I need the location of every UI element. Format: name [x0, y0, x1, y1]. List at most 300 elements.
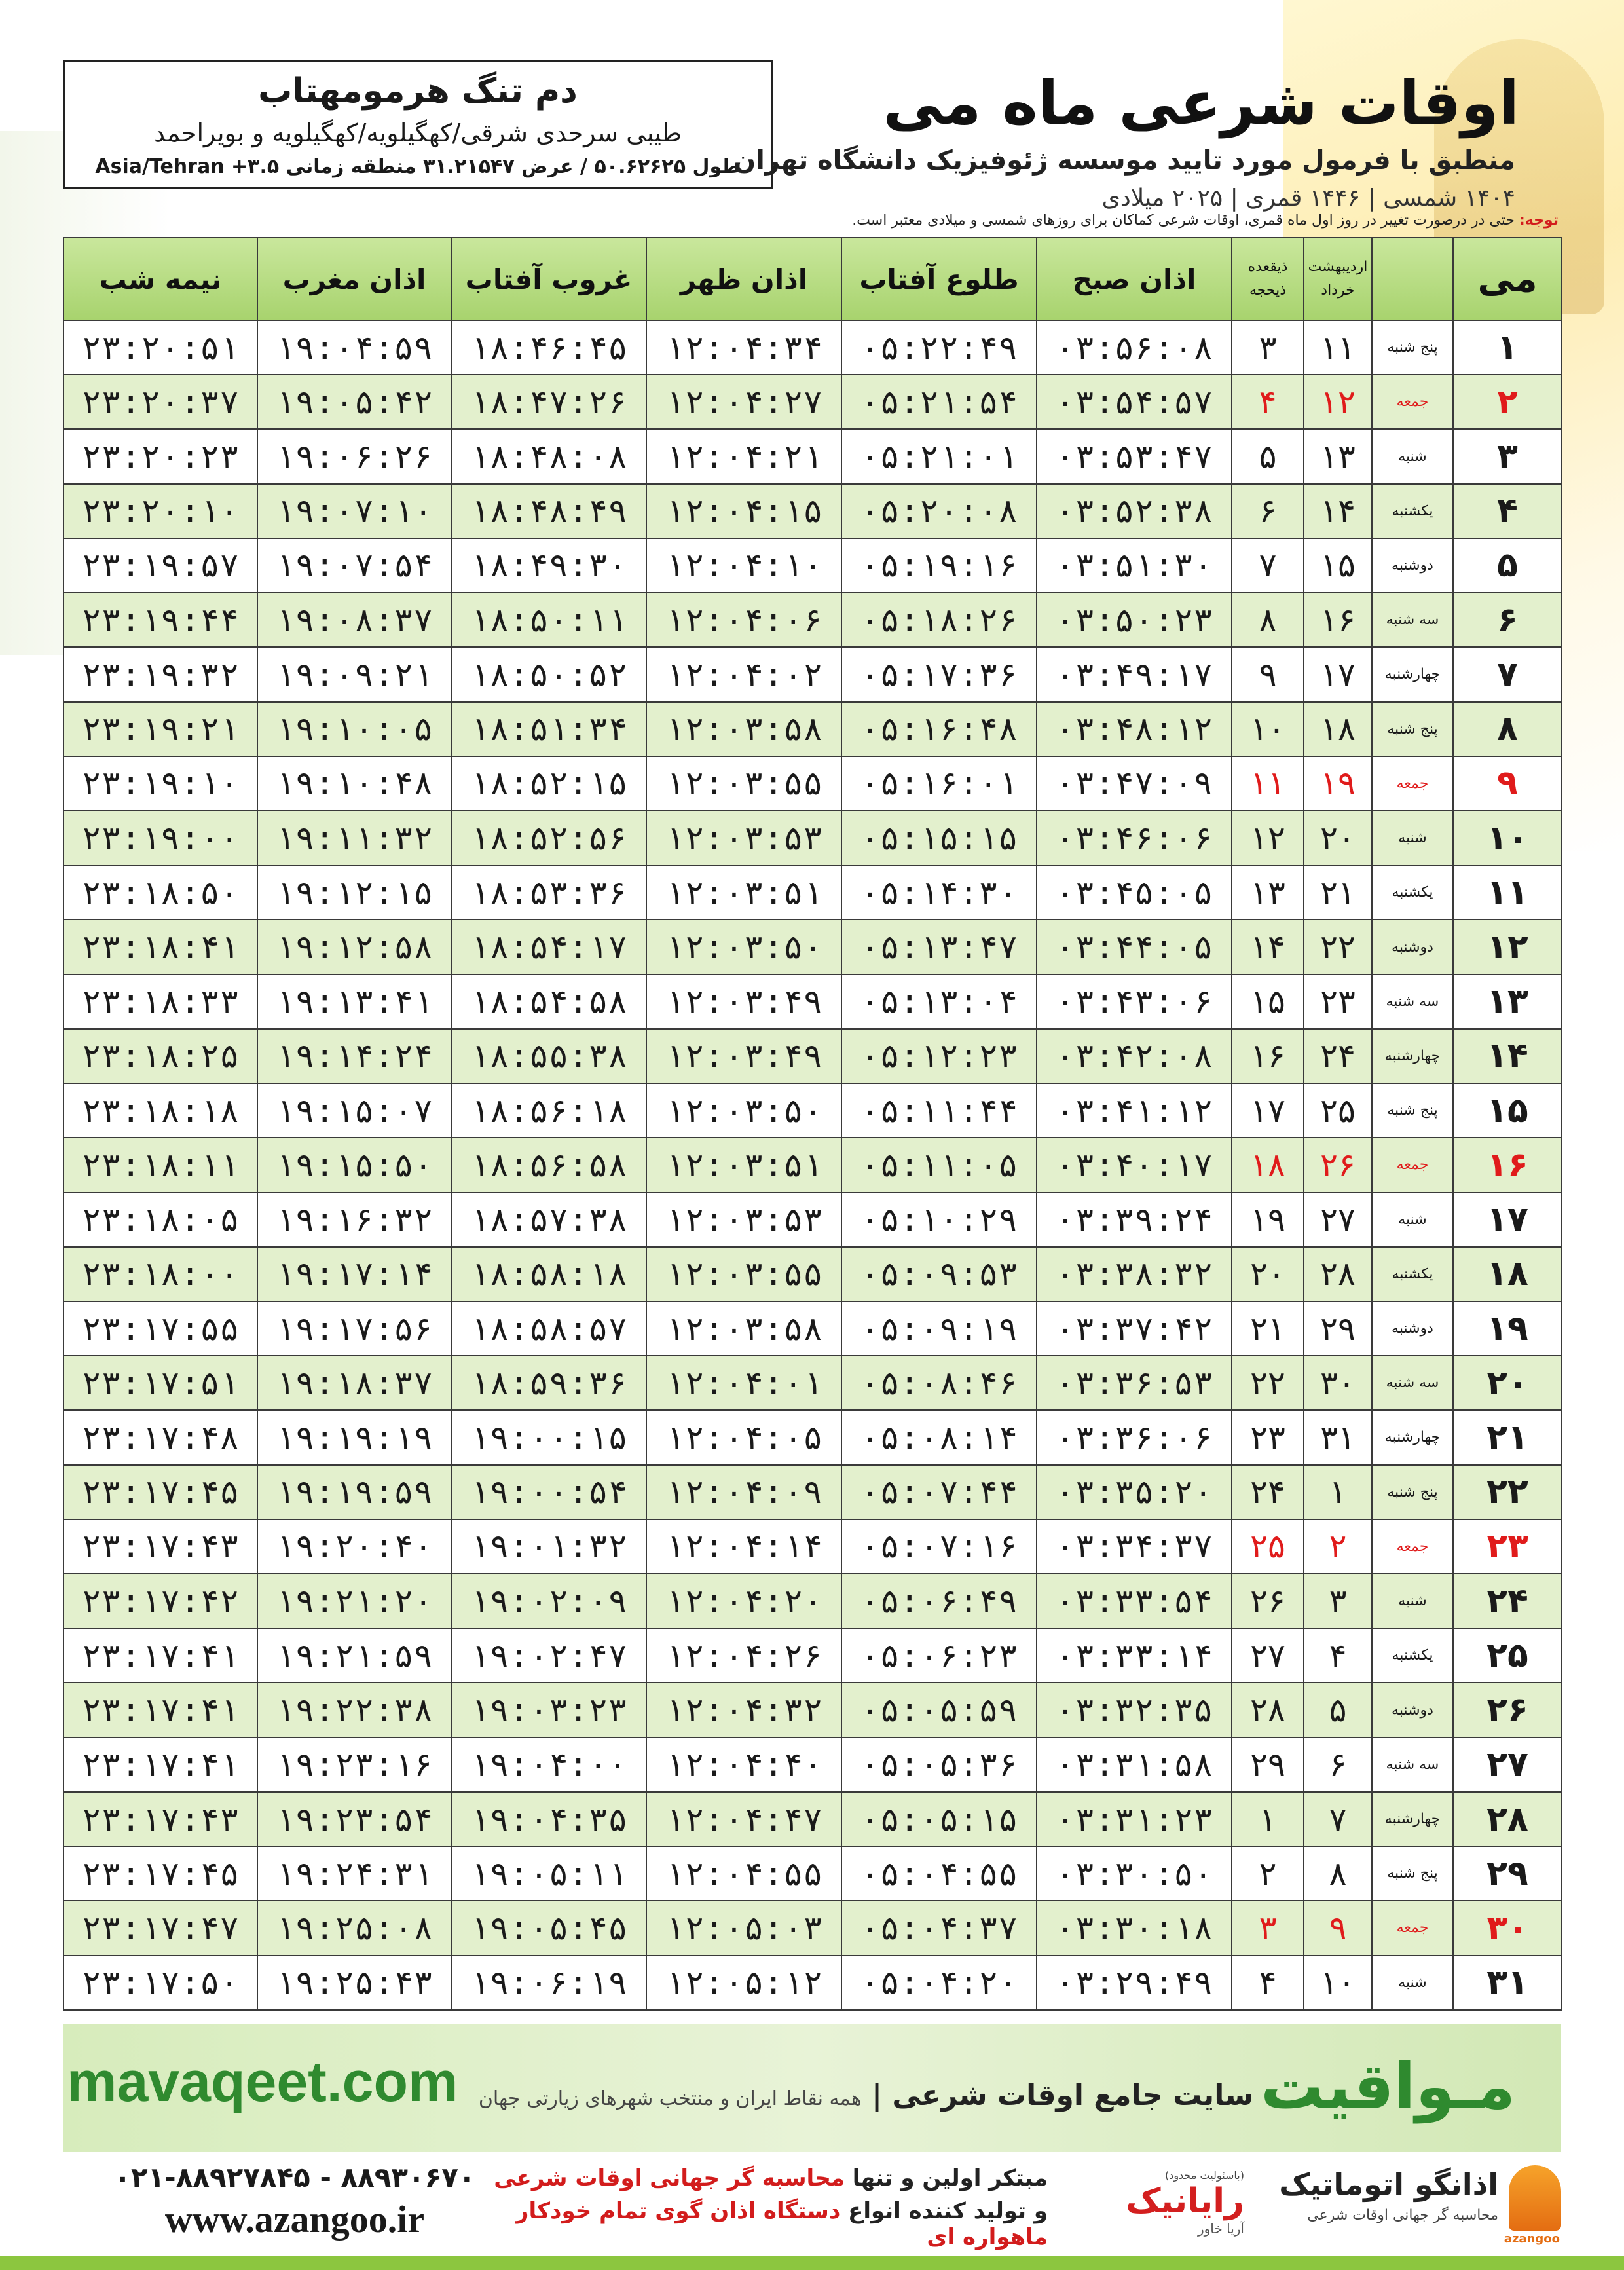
weekday: جمعه	[1372, 756, 1453, 811]
shamsi-date: ۱	[1304, 1465, 1372, 1519]
page-subtitle: منطبق با فرمول مورد تایید موسسه ژئوفیزیک دانشگاه تهران	[733, 145, 1515, 176]
qamari-date: ۳	[1232, 320, 1304, 375]
header-fajr: اذان صبح	[1037, 238, 1232, 320]
table-row	[64, 1738, 1562, 1792]
table-row	[64, 1356, 1562, 1410]
weekday: شنبه	[1372, 1193, 1453, 1247]
qamari-date: ۲۸	[1232, 1683, 1304, 1737]
table-row	[64, 920, 1562, 974]
fajr-time: ۰۳:۴۵:۰۵	[1037, 865, 1232, 920]
fajr-time: ۰۳:۴۴:۰۵	[1037, 920, 1232, 974]
shamsi-date: ۷	[1304, 1792, 1372, 1846]
fajr-time: ۰۳:۵۰:۲۳	[1037, 593, 1232, 647]
midnight-time: ۲۳:۱۸:۰۵	[64, 1193, 257, 1247]
tagline-divider: |	[861, 2079, 883, 2112]
sunset-time: ۱۹:۰۶:۱۹	[451, 1956, 646, 2010]
weekday: چهارشنبه	[1372, 1410, 1453, 1464]
maghrib-time: ۱۹:۱۵:۵۰	[257, 1138, 451, 1192]
fajr-time: ۰۳:۵۴:۵۷	[1037, 375, 1232, 429]
sunrise-time: ۰۵:۱۴:۳۰	[841, 865, 1037, 920]
qamari-date: ۶	[1232, 484, 1304, 538]
header-qamari-bottom: ذیحجه	[1249, 282, 1287, 299]
table-row	[64, 1956, 1562, 2010]
sunset-time: ۱۸:۵۵:۳۸	[451, 1029, 646, 1083]
sunset-time: ۱۸:۵۶:۱۸	[451, 1083, 646, 1138]
location-coordinates: طول ۵۰.۶۲۶۲۵ / عرض ۳۱.۲۱۵۴۷ منطقه زمانی ۳.۵+ Asia/Tehran	[95, 155, 741, 178]
day-number: ۹	[1453, 756, 1562, 811]
dhuhr-time: ۱۲:۰۴:۴۰	[646, 1738, 841, 1792]
sunset-time: ۱۸:۴۸:۴۹	[451, 484, 646, 538]
sunset-time: ۱۸:۵۳:۳۶	[451, 865, 646, 920]
table-body	[64, 320, 1562, 2010]
day-number: ۲۳	[1453, 1519, 1562, 1574]
sunrise-time: ۰۵:۱۹:۱۶	[841, 538, 1037, 593]
qamari-date: ۴	[1232, 375, 1304, 429]
shamsi-date: ۱۰	[1304, 1956, 1372, 2010]
azangoo-name: اذانگو اتوماتیک	[1279, 2167, 1498, 2202]
sunrise-time: ۰۵:۰۶:۴۹	[841, 1574, 1037, 1628]
sunrise-time: ۰۵:۱۳:۰۴	[841, 975, 1037, 1029]
fajr-time: ۰۳:۵۶:۰۸	[1037, 320, 1232, 375]
table-row	[64, 593, 1562, 647]
shamsi-date: ۱۵	[1304, 538, 1372, 593]
shamsi-date: ۲۸	[1304, 1247, 1372, 1301]
maghrib-time: ۱۹:۱۰:۴۸	[257, 756, 451, 811]
maghrib-time: ۱۹:۰۹:۲۱	[257, 647, 451, 701]
bottom-accent-bar	[0, 2256, 1624, 2270]
qamari-date: ۱	[1232, 1792, 1304, 1846]
midnight-time: ۲۳:۲۰:۳۷	[64, 375, 257, 429]
weekday: سه شنبه	[1372, 975, 1453, 1029]
table-row	[64, 320, 1562, 375]
table-row	[64, 811, 1562, 865]
day-number: ۲۸	[1453, 1792, 1562, 1846]
shamsi-date: ۱۲	[1304, 375, 1372, 429]
maghrib-time: ۱۹:۱۹:۵۹	[257, 1465, 451, 1519]
sunset-time: ۱۸:۴۹:۳۰	[451, 538, 646, 593]
weekday: جمعه	[1372, 1138, 1453, 1192]
table-row	[64, 702, 1562, 756]
weekday: جمعه	[1372, 1901, 1453, 1955]
midnight-time: ۲۳:۱۷:۴۷	[64, 1901, 257, 1955]
qamari-date: ۵	[1232, 429, 1304, 483]
sunset-time: ۱۸:۵۷:۳۸	[451, 1193, 646, 1247]
qamari-date: ۱۸	[1232, 1138, 1304, 1192]
sunrise-time: ۰۵:۰۵:۳۶	[841, 1738, 1037, 1792]
dhuhr-time: ۱۲:۰۴:۳۴	[646, 320, 841, 375]
dhuhr-time: ۱۲:۰۳:۵۰	[646, 920, 841, 974]
dhuhr-time: ۱۲:۰۴:۱۵	[646, 484, 841, 538]
shamsi-date: ۱۷	[1304, 647, 1372, 701]
sunrise-time: ۰۵:۰۴:۳۷	[841, 1901, 1037, 1955]
midnight-time: ۲۳:۱۷:۴۲	[64, 1574, 257, 1628]
midnight-time: ۲۳:۱۸:۲۵	[64, 1029, 257, 1083]
midnight-time: ۲۳:۱۷:۴۱	[64, 1683, 257, 1737]
maghrib-time: ۱۹:۲۵:۰۸	[257, 1901, 451, 1955]
year-info: ۱۴۰۴ شمسی | ۱۴۴۶ قمری | ۲۰۲۵ میلادی	[1101, 185, 1515, 212]
midnight-time: ۲۳:۱۷:۵۵	[64, 1301, 257, 1356]
sunrise-time: ۰۵:۲۱:۰۱	[841, 429, 1037, 483]
location-box	[63, 60, 773, 189]
qamari-date: ۲۷	[1232, 1628, 1304, 1683]
sunrise-time: ۰۵:۰۸:۱۴	[841, 1410, 1037, 1464]
qamari-date: ۲۱	[1232, 1301, 1304, 1356]
weekday: یکشنبه	[1372, 1247, 1453, 1301]
sunset-time: ۱۹:۰۱:۳۲	[451, 1519, 646, 1574]
midnight-time: ۲۳:۱۷:۴۵	[64, 1846, 257, 1901]
shamsi-date: ۲۷	[1304, 1193, 1372, 1247]
header-month: می	[1453, 238, 1562, 320]
dhuhr-time: ۱۲:۰۳:۴۹	[646, 975, 841, 1029]
weekday: شنبه	[1372, 811, 1453, 865]
midnight-time: ۲۳:۱۹:۵۷	[64, 538, 257, 593]
table-row	[64, 756, 1562, 811]
header-sunset: غروب آفتاب	[451, 238, 646, 320]
fajr-time: ۰۳:۳۱:۲۳	[1037, 1792, 1232, 1846]
maghrib-time: ۱۹:۱۷:۱۴	[257, 1247, 451, 1301]
site-url-link[interactable]: mavaqeet.com	[67, 2051, 458, 2113]
shamsi-date: ۲۲	[1304, 920, 1372, 974]
weekday: شنبه	[1372, 429, 1453, 483]
dhuhr-time: ۱۲:۰۳:۴۹	[646, 1029, 841, 1083]
weekday: چهارشنبه	[1372, 1792, 1453, 1846]
midnight-time: ۲۳:۱۷:۵۱	[64, 1356, 257, 1410]
sunset-time: ۱۸:۵۴:۵۸	[451, 975, 646, 1029]
fajr-time: ۰۳:۳۱:۵۸	[1037, 1738, 1232, 1792]
shamsi-date: ۳۰	[1304, 1356, 1372, 1410]
dhuhr-time: ۱۲:۰۳:۵۰	[646, 1083, 841, 1138]
sunset-time: ۱۹:۰۴:۳۵	[451, 1792, 646, 1846]
day-number: ۲۲	[1453, 1465, 1562, 1519]
maghrib-time: ۱۹:۰۷:۵۴	[257, 538, 451, 593]
header-shamsi-top: اردیبهشت	[1308, 259, 1368, 275]
azangoo-logo	[1260, 2161, 1561, 2246]
dhuhr-time: ۱۲:۰۴:۳۲	[646, 1683, 841, 1737]
fajr-time: ۰۳:۴۰:۱۷	[1037, 1138, 1232, 1192]
shamsi-date: ۱۹	[1304, 756, 1372, 811]
midnight-time: ۲۳:۱۷:۴۵	[64, 1465, 257, 1519]
day-number: ۱۳	[1453, 975, 1562, 1029]
azangoo-logo-icon	[1509, 2165, 1561, 2231]
weekday: جمعه	[1372, 375, 1453, 429]
dhuhr-time: ۱۲:۰۴:۲۷	[646, 375, 841, 429]
fajr-time: ۰۳:۴۳:۰۶	[1037, 975, 1232, 1029]
shamsi-date: ۳۱	[1304, 1410, 1372, 1464]
sunset-time: ۱۸:۵۲:۱۵	[451, 756, 646, 811]
dhuhr-time: ۱۲:۰۳:۵۱	[646, 1138, 841, 1192]
day-number: ۱	[1453, 320, 1562, 375]
table-row	[64, 975, 1562, 1029]
fajr-time: ۰۳:۴۱:۱۲	[1037, 1083, 1232, 1138]
sunset-time: ۱۸:۵۰:۱۱	[451, 593, 646, 647]
table-row	[64, 1083, 1562, 1138]
sunrise-time: ۰۵:۱۰:۲۹	[841, 1193, 1037, 1247]
day-number: ۵	[1453, 538, 1562, 593]
table-row	[64, 1138, 1562, 1192]
contact-info	[98, 2161, 491, 2241]
sunrise-time: ۰۵:۰۷:۴۴	[841, 1465, 1037, 1519]
midnight-time: ۲۳:۱۷:۴۸	[64, 1410, 257, 1464]
dhuhr-time: ۱۲:۰۵:۰۳	[646, 1901, 841, 1955]
description-line-2-text: و تولید کننده انواع	[840, 2198, 1048, 2224]
azangoo-latin-name: azangoo	[1504, 2232, 1560, 2246]
sunset-time: ۱۹:۰۴:۰۰	[451, 1738, 646, 1792]
fajr-time: ۰۳:۳۹:۲۴	[1037, 1193, 1232, 1247]
day-number: ۳	[1453, 429, 1562, 483]
dhuhr-time: ۱۲:۰۴:۰۹	[646, 1465, 841, 1519]
site-tagline-small: همه نقاط ایران و منتخب شهرهای زیارتی جهان	[478, 2087, 862, 2110]
azangoo-subtext: محاسبه گر جهانی اوقات شرعی	[1307, 2207, 1498, 2223]
day-number: ۱۲	[1453, 920, 1562, 974]
dhuhr-time: ۱۲:۰۴:۰۶	[646, 593, 841, 647]
sunset-time: ۱۹:۰۳:۲۳	[451, 1683, 646, 1737]
qamari-date: ۱۳	[1232, 865, 1304, 920]
dhuhr-time: ۱۲:۰۴:۱۰	[646, 538, 841, 593]
fajr-time: ۰۳:۵۲:۳۸	[1037, 484, 1232, 538]
fajr-time: ۰۳:۲۹:۴۹	[1037, 1956, 1232, 2010]
weekday: پنج شنبه	[1372, 1465, 1453, 1519]
midnight-time: ۲۳:۱۷:۴۱	[64, 1738, 257, 1792]
qamari-date: ۹	[1232, 647, 1304, 701]
shamsi-date: ۱۳	[1304, 429, 1372, 483]
day-number: ۲۹	[1453, 1846, 1562, 1901]
dhuhr-time: ۱۲:۰۴:۰۱	[646, 1356, 841, 1410]
sunrise-time: ۰۵:۰۹:۵۳	[841, 1247, 1037, 1301]
day-number: ۱۹	[1453, 1301, 1562, 1356]
table-row	[64, 1519, 1562, 1574]
shamsi-date: ۲۶	[1304, 1138, 1372, 1192]
table-row	[64, 1301, 1562, 1356]
weekday: یکشنبه	[1372, 484, 1453, 538]
maghrib-time: ۱۹:۰۵:۴۲	[257, 375, 451, 429]
header-qamari	[1232, 238, 1304, 320]
rayanik-subtext: آریا خاور	[1197, 2221, 1244, 2237]
sunrise-time: ۰۵:۱۵:۱۵	[841, 811, 1037, 865]
midnight-time: ۲۳:۱۹:۴۴	[64, 593, 257, 647]
qamari-date: ۲	[1232, 1846, 1304, 1901]
maghrib-time: ۱۹:۲۳:۵۴	[257, 1792, 451, 1846]
midnight-time: ۲۳:۱۸:۴۱	[64, 920, 257, 974]
shamsi-date: ۳	[1304, 1574, 1372, 1628]
day-number: ۱۵	[1453, 1083, 1562, 1138]
shamsi-date: ۲۱	[1304, 865, 1372, 920]
weekday: شنبه	[1372, 1574, 1453, 1628]
qamari-date: ۱۹	[1232, 1193, 1304, 1247]
fajr-time: ۰۳:۳۴:۳۷	[1037, 1519, 1232, 1574]
weekday: دوشنبه	[1372, 920, 1453, 974]
header-shamsi	[1304, 238, 1372, 320]
qamari-date: ۱۶	[1232, 1029, 1304, 1083]
sunset-time: ۱۸:۵۲:۵۶	[451, 811, 646, 865]
maghrib-time: ۱۹:۰۶:۲۶	[257, 429, 451, 483]
table-row	[64, 538, 1562, 593]
description-line-2	[485, 2198, 1048, 2250]
maghrib-time: ۱۹:۱۲:۱۵	[257, 865, 451, 920]
sunrise-time: ۰۵:۱۷:۳۶	[841, 647, 1037, 701]
qamari-date: ۱۲	[1232, 811, 1304, 865]
table-row	[64, 1901, 1562, 1955]
header-qamari-top: ذیقعده	[1247, 259, 1288, 275]
sunrise-time: ۰۵:۰۵:۵۹	[841, 1683, 1037, 1737]
table-row	[64, 1247, 1562, 1301]
weekday: پنج شنبه	[1372, 1083, 1453, 1138]
fajr-time: ۰۳:۳۳:۵۴	[1037, 1574, 1232, 1628]
header-midnight: نیمه شب	[64, 238, 257, 320]
dhuhr-time: ۱۲:۰۳:۵۵	[646, 1247, 841, 1301]
header-sunrise: طلوع آفتاب	[841, 238, 1037, 320]
day-number: ۸	[1453, 702, 1562, 756]
midnight-time: ۲۳:۱۸:۵۰	[64, 865, 257, 920]
maghrib-time: ۱۹:۲۴:۳۱	[257, 1846, 451, 1901]
fajr-time: ۰۳:۳۲:۳۵	[1037, 1683, 1232, 1737]
weekday: پنج شنبه	[1372, 1846, 1453, 1901]
sunrise-time: ۰۵:۱۳:۴۷	[841, 920, 1037, 974]
qamari-date: ۱۴	[1232, 920, 1304, 974]
rayanik-name: رایانیک	[1126, 2182, 1244, 2221]
prayer-times-table	[63, 237, 1562, 2011]
table-row	[64, 1683, 1562, 1737]
sunrise-time: ۰۵:۱۱:۴۴	[841, 1083, 1037, 1138]
fajr-time: ۰۳:۳۳:۱۴	[1037, 1628, 1232, 1683]
weekday: یکشنبه	[1372, 865, 1453, 920]
sunset-time: ۱۹:۰۰:۱۵	[451, 1410, 646, 1464]
sunset-time: ۱۸:۵۹:۳۶	[451, 1356, 646, 1410]
dhuhr-time: ۱۲:۰۴:۱۴	[646, 1519, 841, 1574]
dhuhr-time: ۱۲:۰۴:۵۵	[646, 1846, 841, 1901]
fajr-time: ۰۳:۳۸:۳۲	[1037, 1247, 1232, 1301]
sunset-time: ۱۸:۵۱:۳۴	[451, 702, 646, 756]
fajr-time: ۰۳:۴۲:۰۸	[1037, 1029, 1232, 1083]
header-weekday	[1372, 238, 1453, 320]
sunset-time: ۱۸:۴۸:۰۸	[451, 429, 646, 483]
weekday: پنج شنبه	[1372, 702, 1453, 756]
sunrise-time: ۰۵:۱۲:۲۳	[841, 1029, 1037, 1083]
midnight-time: ۲۳:۱۹:۰۰	[64, 811, 257, 865]
shamsi-date: ۲۴	[1304, 1029, 1372, 1083]
fajr-time: ۰۳:۳۶:۰۶	[1037, 1410, 1232, 1464]
location-name: دم تنگ هرمومهتاب	[258, 71, 578, 111]
midnight-time: ۲۳:۱۸:۱۱	[64, 1138, 257, 1192]
shamsi-date: ۸	[1304, 1846, 1372, 1901]
table-row	[64, 1029, 1562, 1083]
sunset-time: ۱۸:۵۸:۵۷	[451, 1301, 646, 1356]
maghrib-time: ۱۹:۱۷:۵۶	[257, 1301, 451, 1356]
midnight-time: ۲۳:۱۹:۱۰	[64, 756, 257, 811]
weekday: دوشنبه	[1372, 1301, 1453, 1356]
shamsi-date: ۲۳	[1304, 975, 1372, 1029]
qamari-date: ۲۹	[1232, 1738, 1304, 1792]
website-link[interactable]: www.azangoo.ir	[164, 2198, 425, 2241]
qamari-date: ۲۵	[1232, 1519, 1304, 1574]
sunrise-time: ۰۵:۱۶:۰۱	[841, 756, 1037, 811]
sunset-time: ۱۹:۰۵:۱۱	[451, 1846, 646, 1901]
dhuhr-time: ۱۲:۰۳:۵۳	[646, 1193, 841, 1247]
dhuhr-time: ۱۲:۰۴:۰۲	[646, 647, 841, 701]
day-number: ۲۵	[1453, 1628, 1562, 1683]
day-number: ۷	[1453, 647, 1562, 701]
qamari-date: ۲۲	[1232, 1356, 1304, 1410]
table-row	[64, 429, 1562, 483]
fajr-time: ۰۳:۳۶:۵۳	[1037, 1356, 1232, 1410]
shamsi-date: ۶	[1304, 1738, 1372, 1792]
header-shamsi-bottom: خرداد	[1321, 282, 1355, 299]
maghrib-time: ۱۹:۱۶:۳۲	[257, 1193, 451, 1247]
fajr-time: ۰۳:۴۶:۰۶	[1037, 811, 1232, 865]
weekday: سه شنبه	[1372, 1356, 1453, 1410]
weekday: یکشنبه	[1372, 1628, 1453, 1683]
day-number: ۳۱	[1453, 1956, 1562, 2010]
qamari-date: ۲۳	[1232, 1410, 1304, 1464]
sunrise-time: ۰۵:۱۸:۲۶	[841, 593, 1037, 647]
maghrib-time: ۱۹:۱۳:۴۱	[257, 975, 451, 1029]
midnight-time: ۲۳:۱۷:۴۳	[64, 1792, 257, 1846]
midnight-time: ۲۳:۲۰:۲۳	[64, 429, 257, 483]
midnight-time: ۲۳:۲۰:۵۱	[64, 320, 257, 375]
shamsi-date: ۱۱	[1304, 320, 1372, 375]
maghrib-time: ۱۹:۰۴:۵۹	[257, 320, 451, 375]
weekday: پنج شنبه	[1372, 320, 1453, 375]
weekday: سه شنبه	[1372, 1738, 1453, 1792]
description-line-2-highlight: دستگاه اذان گوی تمام خودکار ماهواره ای	[515, 2198, 1048, 2250]
sunrise-time: ۰۵:۰۵:۱۵	[841, 1792, 1037, 1846]
qamari-date: ۱۱	[1232, 756, 1304, 811]
sunrise-time: ۰۵:۰۴:۵۵	[841, 1846, 1037, 1901]
maghrib-time: ۱۹:۲۵:۴۳	[257, 1956, 451, 2010]
sunset-time: ۱۸:۴۶:۴۵	[451, 320, 646, 375]
dhuhr-time: ۱۲:۰۳:۵۱	[646, 865, 841, 920]
description-line-1	[485, 2165, 1048, 2191]
rayanik-logo	[1100, 2169, 1244, 2241]
midnight-time: ۲۳:۱۷:۵۰	[64, 1956, 257, 2010]
day-number: ۱۴	[1453, 1029, 1562, 1083]
sunrise-time: ۰۵:۲۲:۴۹	[841, 320, 1037, 375]
table-row	[64, 865, 1562, 920]
day-number: ۲۰	[1453, 1356, 1562, 1410]
weekday: سه شنبه	[1372, 593, 1453, 647]
site-tagline-main: سایت جامع اوقات شرعی	[892, 2079, 1253, 2112]
sunrise-time: ۰۵:۱۱:۰۵	[841, 1138, 1037, 1192]
fajr-time: ۰۳:۳۷:۴۲	[1037, 1301, 1232, 1356]
shamsi-date: ۴	[1304, 1628, 1372, 1683]
company-description	[485, 2165, 1048, 2257]
maghrib-time: ۱۹:۰۷:۱۰	[257, 484, 451, 538]
shamsi-date: ۵	[1304, 1683, 1372, 1737]
weekday: جمعه	[1372, 1519, 1453, 1574]
sunset-time: ۱۹:۰۲:۴۷	[451, 1628, 646, 1683]
table-row	[64, 1465, 1562, 1519]
sunrise-time: ۰۵:۲۰:۰۸	[841, 484, 1037, 538]
table-row	[64, 1846, 1562, 1901]
dhuhr-time: ۱۲:۰۴:۴۷	[646, 1792, 841, 1846]
table-row	[64, 1193, 1562, 1247]
sunset-time: ۱۸:۵۸:۱۸	[451, 1247, 646, 1301]
maghrib-time: ۱۹:۲۳:۱۶	[257, 1738, 451, 1792]
shamsi-date: ۱۸	[1304, 702, 1372, 756]
rayanik-small-text: (باسئولیت محدود)	[1165, 2169, 1244, 2182]
table-row	[64, 375, 1562, 429]
table-row	[64, 1628, 1562, 1683]
sunrise-time: ۰۵:۰۶:۲۳	[841, 1628, 1037, 1683]
sunset-time: ۱۹:۰۰:۵۴	[451, 1465, 646, 1519]
qamari-date: ۳	[1232, 1901, 1304, 1955]
maghrib-time: ۱۹:۱۲:۵۸	[257, 920, 451, 974]
table-header-row	[64, 238, 1562, 320]
maghrib-time: ۱۹:۱۹:۱۹	[257, 1410, 451, 1464]
midnight-time: ۲۳:۲۰:۱۰	[64, 484, 257, 538]
midnight-time: ۲۳:۱۷:۴۱	[64, 1628, 257, 1683]
site-tagline	[479, 2079, 1253, 2112]
weekday: چهارشنبه	[1372, 647, 1453, 701]
